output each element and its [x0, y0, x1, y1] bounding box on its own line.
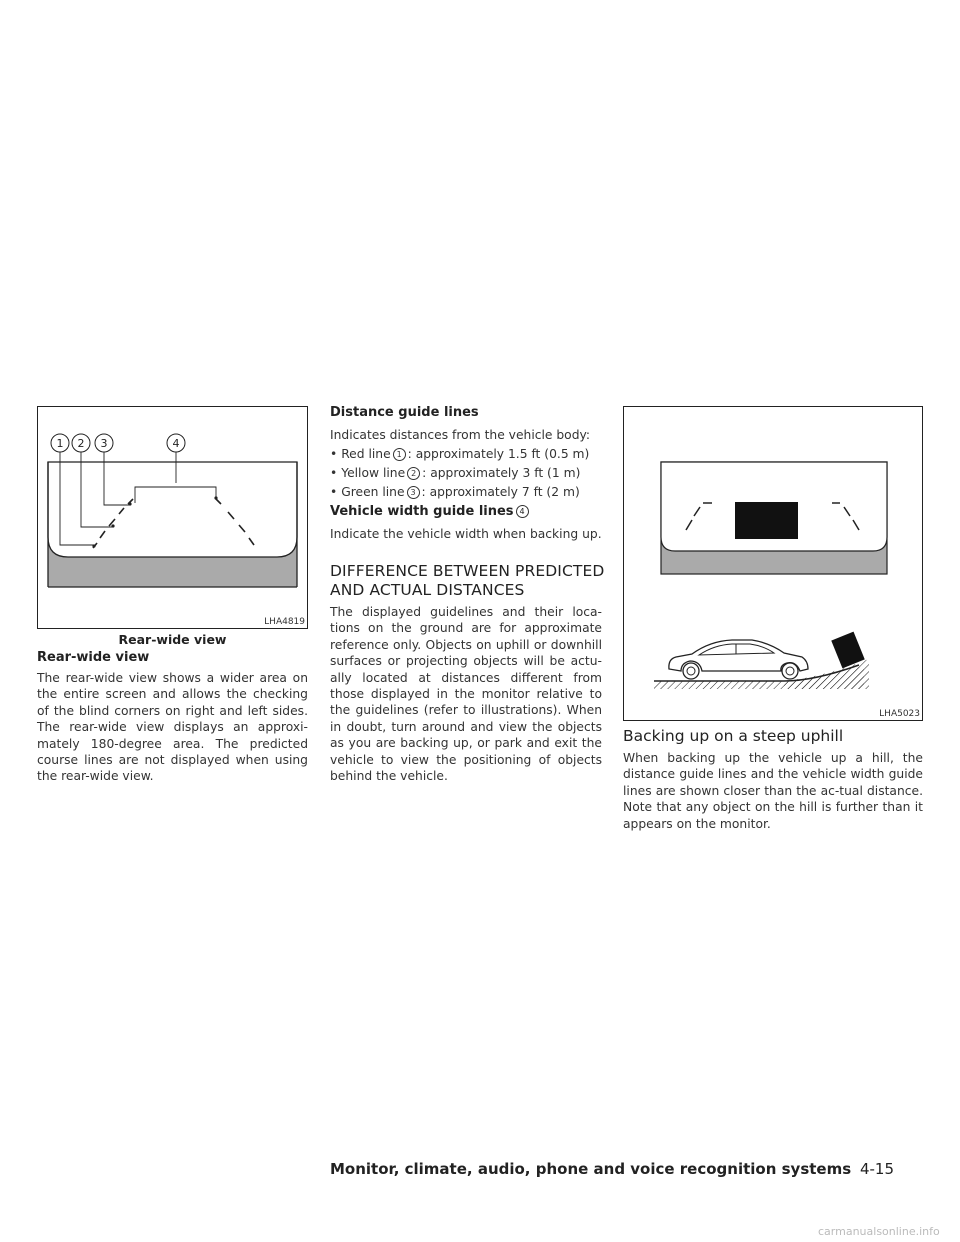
difference-body: The displayed guidelines and their loca-tions on the ground are for approximate reference only. Objects on uphill or downhill surfaces or projecting objects will be actu-ally located at distances different from those displayed in the monitor relative to the guidelines (refer to illustrations). When in doubt, turn around and view the objects as you are backing up, or park and exit the vehicle to view the positioning of objects behind the vehicle. [330, 605, 602, 784]
green-line-label: Green line [341, 485, 405, 499]
rear-wide-view-illustration [38, 407, 307, 628]
marker-2-icon: 2 [407, 467, 420, 480]
vehicle-width-heading-text: Vehicle width guide lines [330, 504, 514, 519]
black-object-on-screen [735, 502, 798, 539]
uphill-illustration [624, 407, 922, 720]
green-line-item [330, 484, 580, 500]
watermark: carmanualsonline.info [818, 1225, 940, 1238]
vehicle-width-body: Indicate the vehicle width when backing up. [330, 527, 602, 541]
marker-3: 3 [100, 437, 108, 450]
rear-wide-view-heading: Rear-wide view [37, 650, 150, 665]
uphill-figure [623, 406, 923, 721]
marker-1: 1 [56, 437, 64, 450]
bullet: • [330, 485, 338, 499]
marker-3-icon: 3 [407, 486, 420, 499]
page-number: 4-15 [859, 1160, 894, 1178]
difference-heading-line-2: AND ACTUAL DISTANCES [330, 581, 525, 599]
red-line-item [330, 446, 589, 462]
marker-2: 2 [77, 437, 85, 450]
distance-guide-lines-heading: Distance guide lines [330, 405, 479, 420]
backing-uphill-heading: Backing up on a steep uphill [623, 727, 844, 745]
difference-heading [330, 562, 604, 600]
bullet: • [330, 447, 338, 461]
section-title: Monitor, climate, audio, phone and voice recognition systems [329, 1160, 852, 1178]
red-line-distance: : approximately 1.5 ft (0.5 m) [407, 447, 590, 461]
marker-4-icon: 4 [516, 505, 529, 518]
red-line-label: Red line [341, 447, 391, 461]
marker-4: 4 [172, 437, 180, 450]
figure-code: LHA4819 [264, 617, 305, 627]
rear-wide-view-figure [37, 406, 308, 629]
difference-heading-line-1: DIFFERENCE BETWEEN PREDICTED [330, 562, 605, 580]
bullet: • [330, 466, 338, 480]
figure-code: LHA5023 [879, 709, 920, 719]
vehicle-width-heading [330, 504, 531, 519]
figure-caption: Rear-wide view [118, 632, 227, 647]
distance-intro: Indicates distances from the vehicle body: [330, 428, 591, 442]
rear-wide-view-body: The rear-wide view shows a wider area on the entire screen and allows the checking of the blind corners on right and left sides. The rear-wide view displays an approxi-mately 180-degree area. The predicted course lines are not displayed when using the rear-wide view. [37, 671, 308, 784]
page-footer [330, 1160, 894, 1178]
yellow-line-label: Yellow line [341, 466, 406, 480]
green-line-distance: : approximately 7 ft (2 m) [421, 485, 580, 499]
yellow-line-item [330, 465, 580, 481]
backing-uphill-body: When backing up the vehicle up a hill, the distance guide lines and the vehicle width guide lines are shown closer than the ac-tual distance. Note that any object on the hill is further than it appears on the monitor. [623, 751, 923, 831]
marker-1-icon: 1 [393, 448, 406, 461]
yellow-line-distance: : approximately 3 ft (1 m) [422, 466, 581, 480]
